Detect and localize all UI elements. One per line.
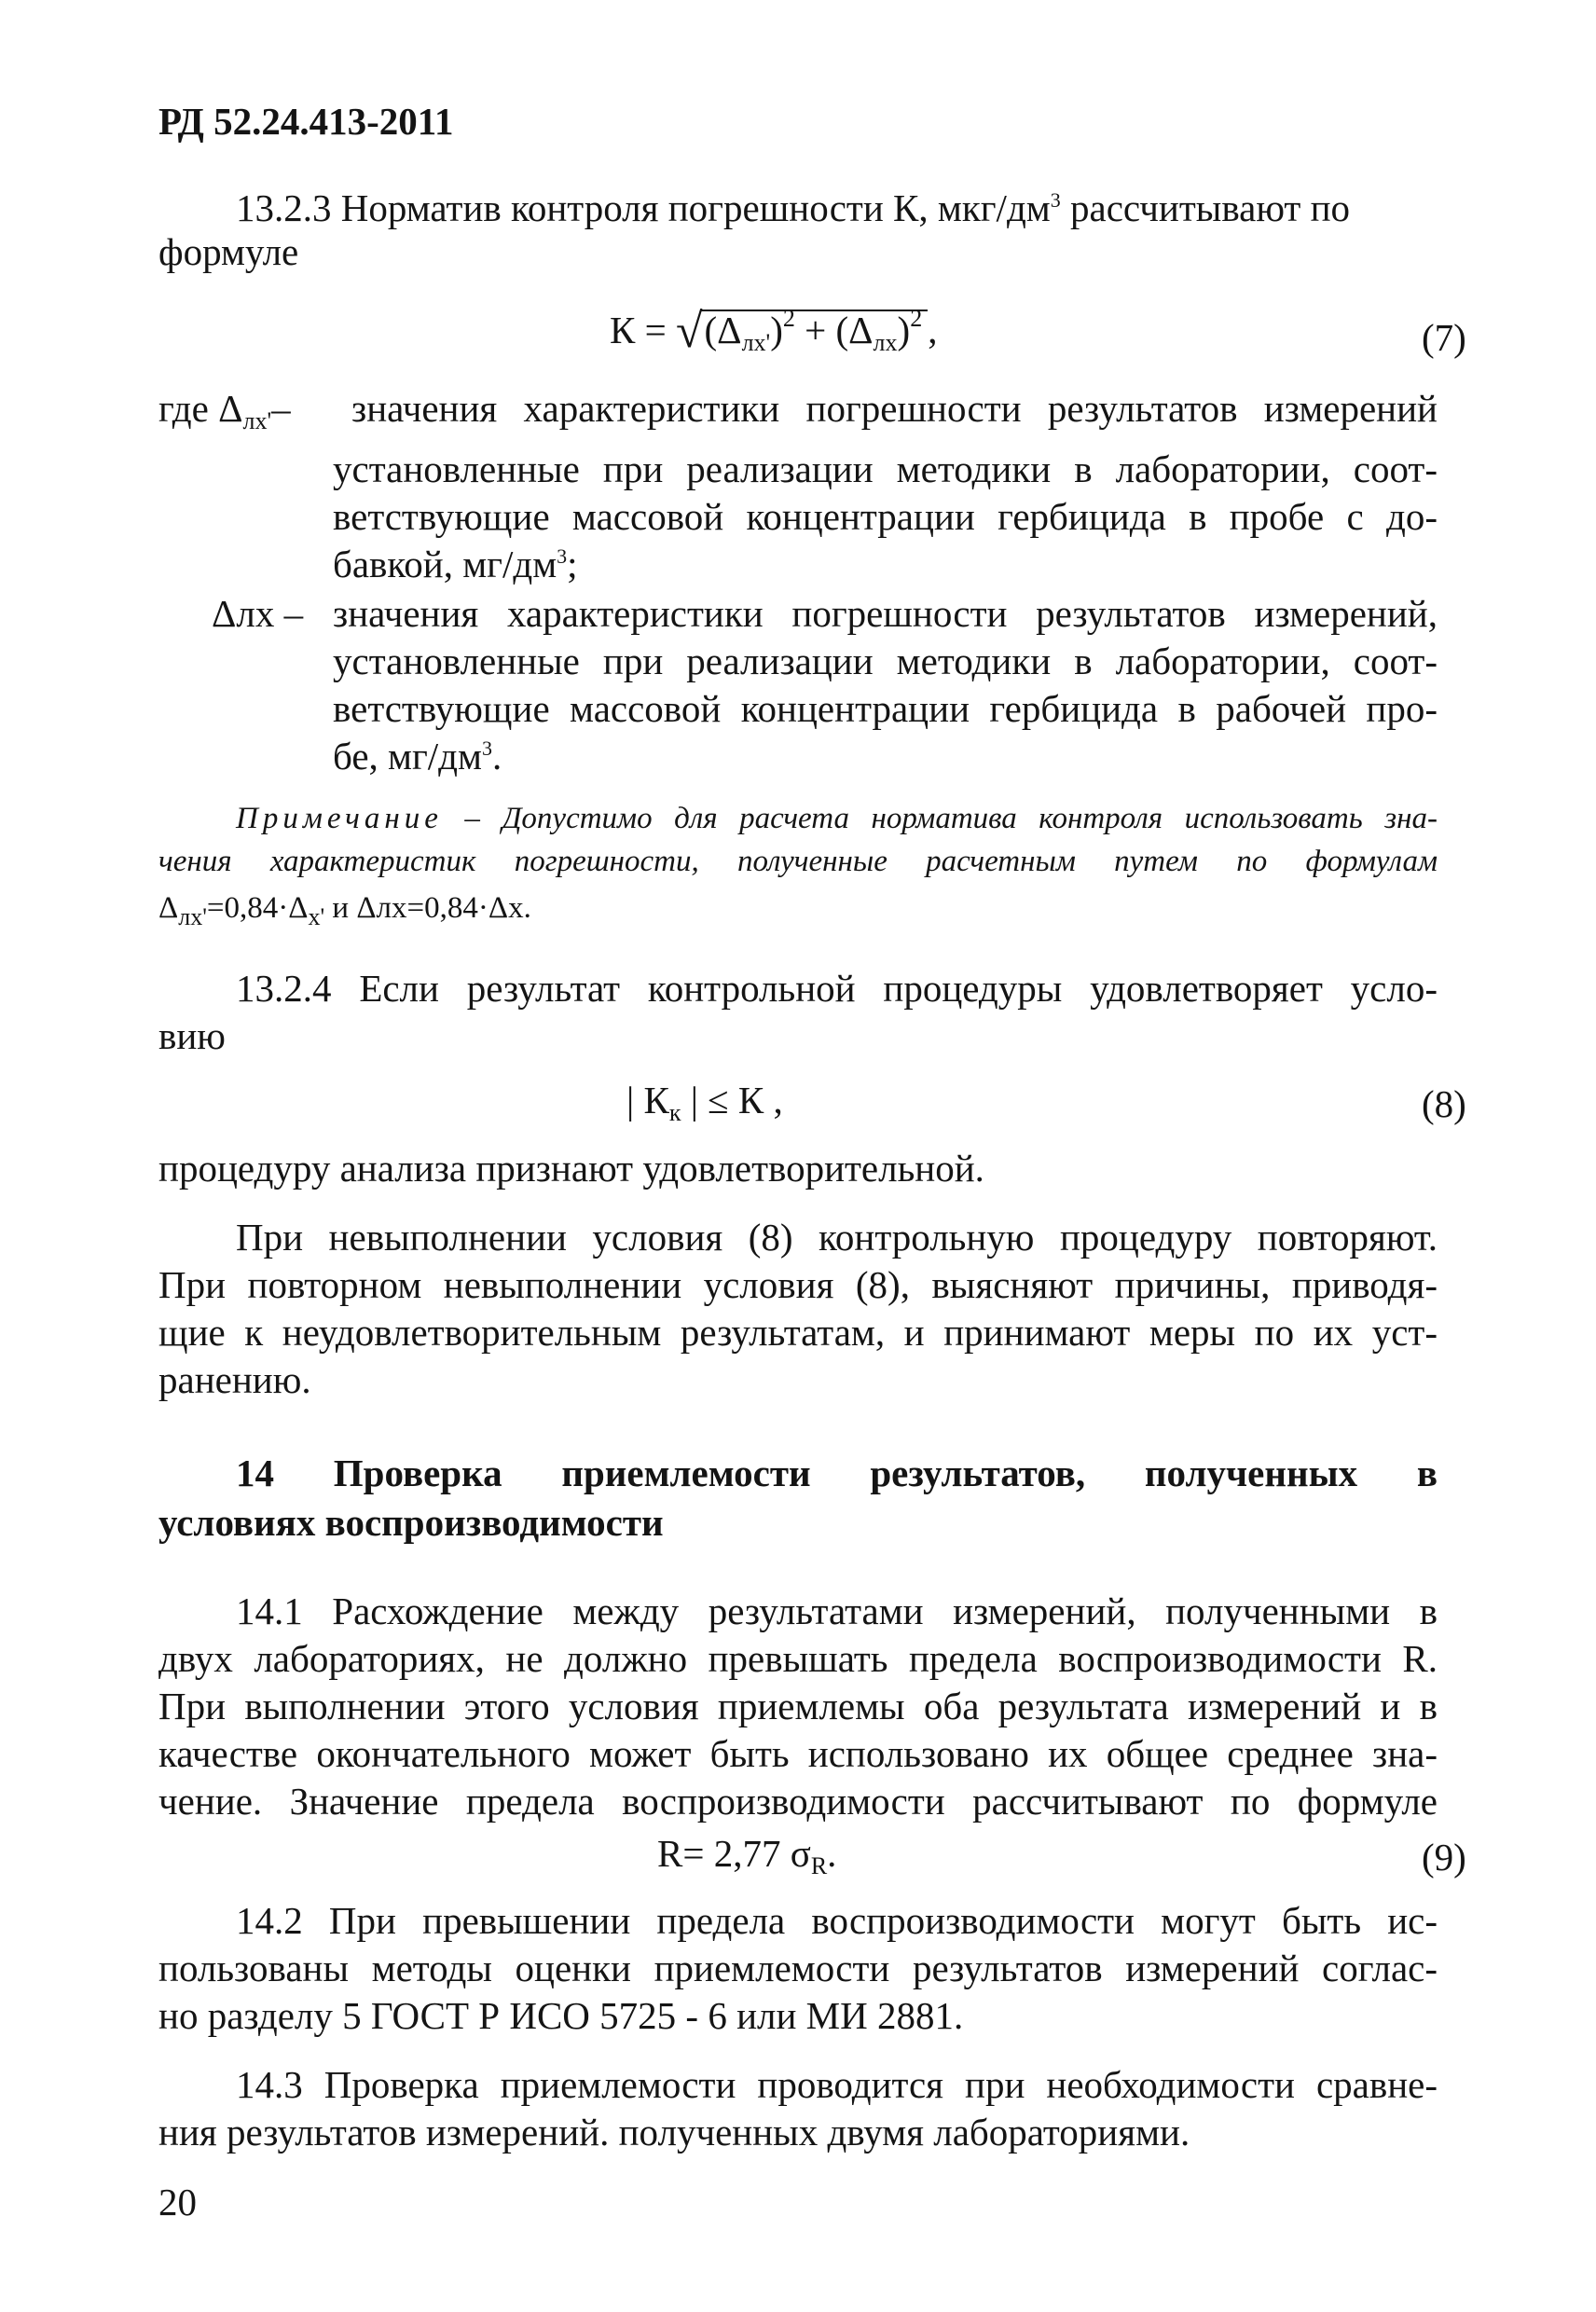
- where1-line3: ветствующие массовой концентрации гербицида в пробе с до-: [333, 495, 1438, 538]
- para-13-2-3-line1: 13.2.3 Норматив контроля погрешности К, мкг/$дм^3$ рассчитывают по: [236, 186, 1351, 229]
- document-code: РД 52.24.413-2011: [158, 100, 454, 143]
- para-14-1-line1: 14.1 Расхождение между результатами измерений, полученными в: [236, 1590, 1438, 1632]
- para-13-2-4-line2: вию: [158, 1014, 226, 1057]
- formula-9-number: (9): [1422, 1836, 1466, 1878]
- para-fail-line2: При повторном невыполнении условия (8), выясняют причины, приводя-: [158, 1263, 1438, 1306]
- where-symbol-1: где Δлх'–: [158, 387, 291, 434]
- para-14-2-line2: пользованы методы оценки приемлемости результатов измерений соглас-: [158, 1947, 1438, 1989]
- where-symbol-2: Δлх –: [212, 592, 304, 635]
- formula-7-number: (7): [1422, 316, 1466, 359]
- section-14-heading-line1: 14 Проверка приемлемости результатов, полученных в: [236, 1452, 1438, 1494]
- para-13-2-4-line1: 13.2.4 Если результат контрольной процедуры удовлетворяет усло-: [236, 967, 1438, 1010]
- formula-8: | Кк | ≤ К ,: [626, 1079, 783, 1126]
- page-number: 20: [158, 2181, 197, 2223]
- formula-9: R= 2,77 σR.: [657, 1832, 837, 1879]
- para-fail-line1: При невыполнении условия (8) контрольную процедуру повторяют.: [236, 1216, 1438, 1259]
- formula-7: $К = √(\Delta лх')^2 + (\Delta лх)^2$ ,: [610, 305, 938, 358]
- para-fail-line4: ранению.: [158, 1358, 311, 1401]
- para-14-3-line1: 14.3 Проверка приемлемости проводится при необходимости сравне-: [236, 2063, 1438, 2106]
- para-13-2-3-line2: формуле: [158, 230, 299, 273]
- para-14-1-line5: чение. Значение предела воспроизводимости рассчитывают по формуле: [158, 1780, 1438, 1823]
- where2-line1: значения характеристики погрешности результатов измерений,: [333, 592, 1438, 635]
- para-14-2-line3: но разделу 5 ГОСТ Р ИСО 5725 - 6 или МИ 2881.: [158, 1994, 964, 2037]
- para-14-2-line1: 14.2 При превышении предела воспроизводимости могут быть ис-: [236, 1899, 1438, 1942]
- where2-line4: бе, $мг/дм^3$.: [333, 735, 502, 778]
- where1-line4: бавкой, $мг/дм^3$;: [333, 543, 578, 585]
- para-fail-line3: щие к неудовлетворительным результатам, и принимают меры по их уст-: [158, 1311, 1438, 1354]
- formula-8-number: (8): [1422, 1082, 1466, 1125]
- section-14-heading-line2: условиях воспроизводимости: [158, 1501, 664, 1544]
- sqrt-icon: √: [675, 305, 703, 358]
- where2-line3: ветствующие массовой концентрации гербицида в рабочей про-: [333, 687, 1438, 730]
- para-14-3-line2: ния результатов измерений. полученных двумя лабораториями.: [158, 2111, 1190, 2154]
- para-14-1-line4: качестве окончательного может быть использовано их общее среднее зна-: [158, 1732, 1438, 1775]
- note-line1: Примечание – Допустимо для расчета норматива контроля использовать зна-: [236, 802, 1438, 835]
- para-14-1-line2: двух лабораториях, не должно превышать предела воспроизводимости R.: [158, 1637, 1438, 1680]
- where1-line1: значения характеристики погрешности результатов измерений: [351, 387, 1438, 430]
- note-line2: чения характеристик погрешности, полученные расчетным путем по формулам: [158, 845, 1438, 878]
- para-14-1-line3: При выполнении этого условия приемлемы оба результата измерений и в: [158, 1685, 1438, 1727]
- where1-line2: установленные при реализации методики в лаборатории, соот-: [333, 447, 1438, 490]
- note-line3: $\Delta_{лх'}=0,84\cdot\Delta_{х'}$ и Δлх=0,84·Δх.: [158, 891, 531, 930]
- where2-line2: установленные при реализации методики в лаборатории, соот-: [333, 640, 1438, 682]
- para-accept: процедуру анализа признают удовлетворительной.: [158, 1147, 984, 1190]
